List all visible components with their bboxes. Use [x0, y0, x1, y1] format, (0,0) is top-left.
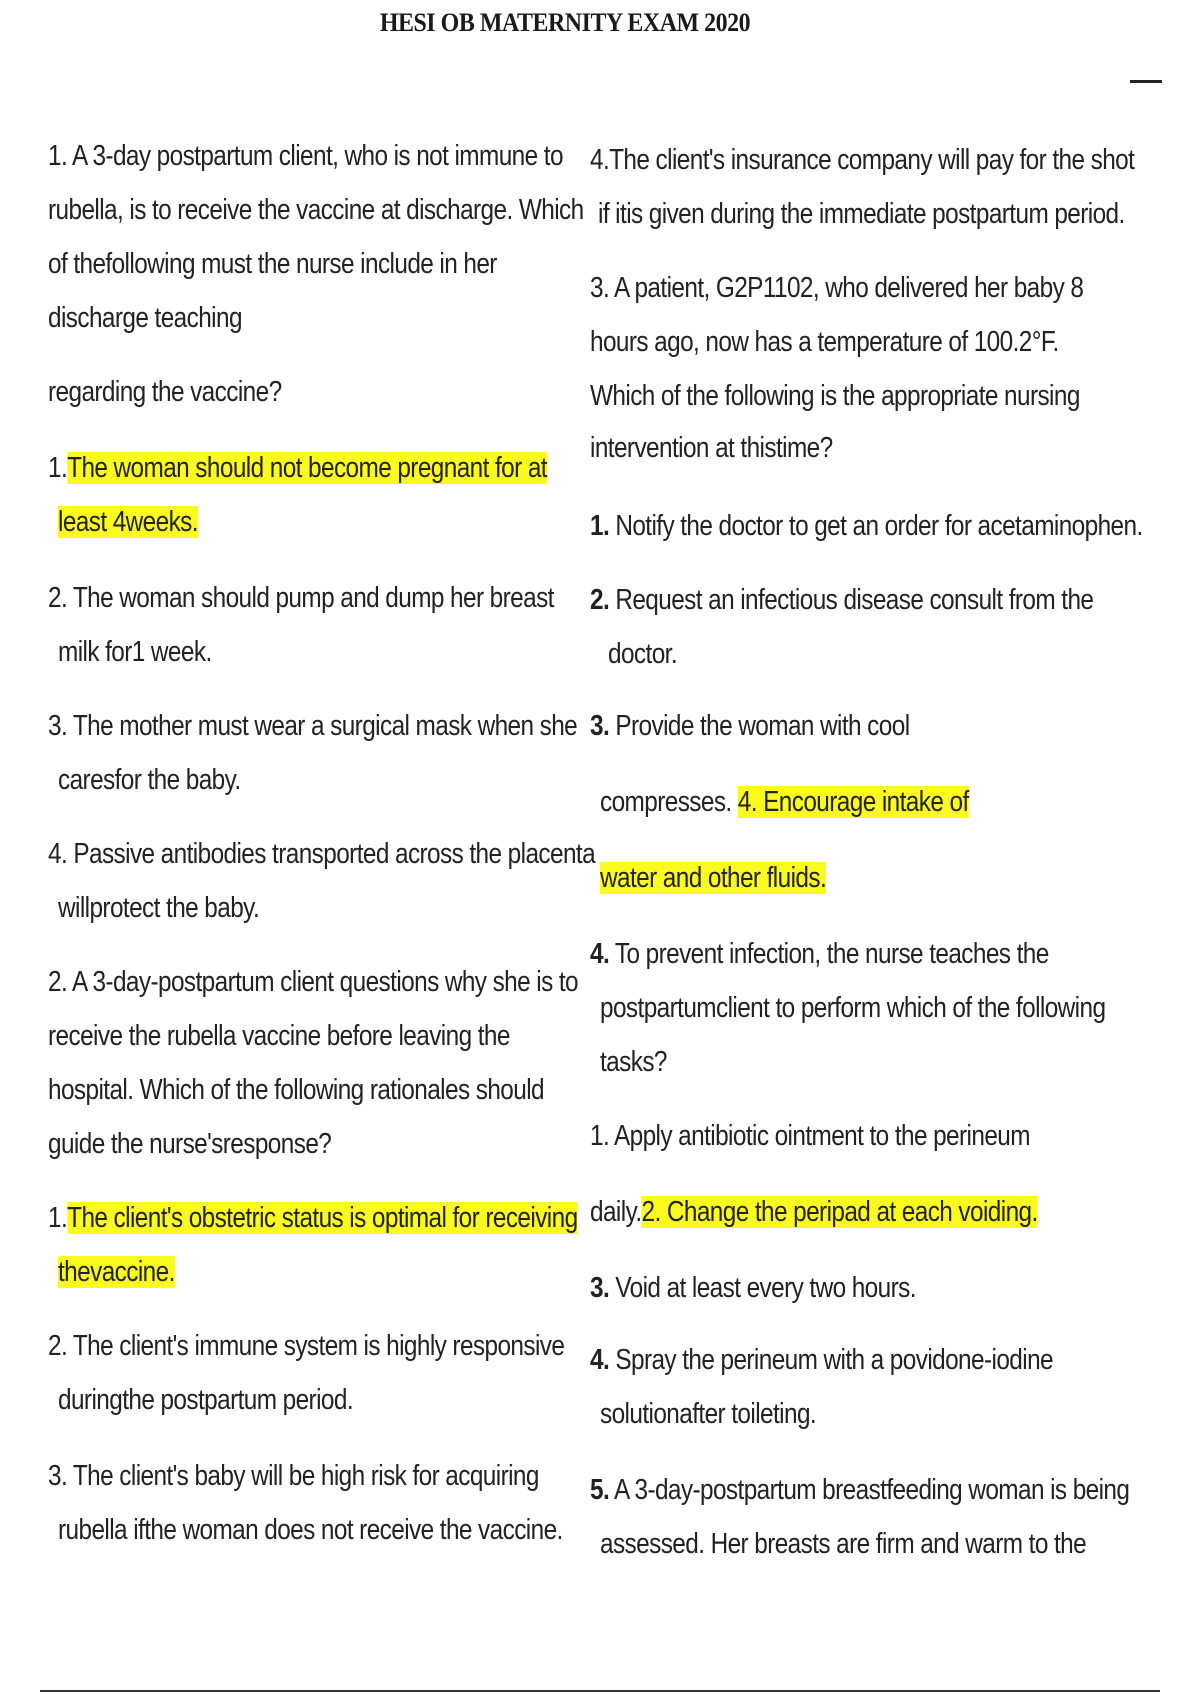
q3-stem-line: hours ago, now has a temperature of 100.2°F.	[590, 326, 1059, 358]
q1-option-1	[48, 452, 547, 485]
option-text: daily.	[590, 1196, 642, 1228]
q3-option-2-cont: doctor.	[608, 638, 678, 670]
highlighted-answer: water and other fluids.	[600, 862, 827, 894]
q4-option-1: 1. Apply antibiotic ointment to the perineum	[590, 1120, 1030, 1152]
q2-option-3-cont: rubella ifthe woman does not receive the vaccine.	[58, 1514, 563, 1546]
option-text: Provide the woman with cool	[615, 710, 910, 742]
q2-option-4-cont: if itis given during the immediate postpartum period.	[598, 198, 1125, 230]
q3-option-2	[590, 584, 1093, 617]
q2-option-3: 3. The client's baby will be high risk for acquiring	[48, 1460, 539, 1492]
q3-stem-line: Which of the following is the appropriate nursing	[590, 380, 1080, 412]
option-text: Spray the perineum with a povidone-iodine	[615, 1344, 1053, 1376]
option-number: 3.	[590, 1272, 610, 1304]
q2-stem-line: receive the rubella vaccine before leaving the	[48, 1020, 510, 1052]
q4-option-3	[590, 1272, 916, 1305]
q1-option-3-cont: caresfor the baby.	[58, 764, 241, 796]
question-number: 4.	[590, 938, 610, 970]
stem-text: To prevent infection, the nurse teaches the	[614, 938, 1049, 970]
q1-option-2-cont: milk for1 week.	[58, 636, 212, 668]
q3-stem-line: 3. A patient, G2P1102, who delivered her baby 8	[590, 272, 1084, 304]
highlighted-answer: 4. Encourage intake of	[737, 786, 969, 818]
q1-option-4: 4. Passive antibodies transported across the placenta	[48, 838, 596, 870]
q1-stem-line: regarding the vaccine?	[48, 376, 282, 408]
q5-stem-line: assessed. Her breasts are firm and warm to the	[600, 1528, 1087, 1560]
q1-stem-line: 1. A 3-day postpartum client, who is not immune to	[48, 140, 563, 172]
q4-option-4-cont: solutionafter toileting.	[600, 1398, 817, 1430]
option-text: Notify the doctor to get an order for acetaminophen.	[615, 510, 1143, 542]
q1-stem-line: of thefollowing must the nurse include in her	[48, 248, 497, 280]
highlighted-answer: 2. Change the peripad at each voiding.	[641, 1196, 1038, 1228]
option-text: Request an infectious disease consult from the	[615, 584, 1094, 616]
option-text: compresses.	[600, 786, 732, 818]
q4-option-1-cont	[590, 1196, 1038, 1229]
q3-option-4-cont	[600, 862, 826, 895]
bottom-rule	[40, 1690, 1160, 1692]
q1-option-2: 2. The woman should pump and dump her breast	[48, 582, 554, 614]
q4-option-4	[590, 1344, 1053, 1377]
q2-stem-line: 2. A 3-day-postpartum client questions why she is to	[48, 966, 579, 998]
q2-option-1-cont	[58, 1256, 175, 1289]
highlighted-answer: thevaccine.	[58, 1256, 175, 1288]
q1-option-1-cont	[58, 506, 198, 539]
q2-stem-line: guide the nurse'sresponse?	[48, 1128, 332, 1160]
q4-stem	[590, 938, 1049, 971]
q2-stem-line: hospital. Which of the following rationales should	[48, 1074, 544, 1106]
question-number: 5.	[590, 1474, 610, 1506]
option-number: 4.	[590, 1344, 610, 1376]
option-number: 3.	[590, 710, 610, 742]
q1-option-4-cont: willprotect the baby.	[58, 892, 260, 924]
option-number: 1.	[48, 1202, 68, 1234]
page-title: HESI OB MATERNITY EXAM 2020	[379, 8, 751, 37]
q4-stem-line: postpartumclient to perform which of the following	[600, 992, 1106, 1024]
q5-stem	[590, 1474, 1129, 1507]
q2-option-2-cont: duringthe postpartum period.	[58, 1384, 353, 1416]
q3-stem-line: intervention at thistime?	[590, 432, 833, 464]
option-number: 1.	[590, 510, 610, 542]
q2-option-2: 2. The client's immune system is highly responsive	[48, 1330, 565, 1362]
option-number: 2.	[590, 584, 610, 616]
highlighted-answer: The woman should not become pregnant for at	[67, 452, 547, 484]
highlighted-answer: The client's obstetric status is optimal for receiving	[67, 1202, 578, 1234]
q4-stem-line: tasks?	[600, 1046, 667, 1078]
corner-dash	[1130, 80, 1162, 83]
option-text: Void at least every two hours.	[615, 1272, 916, 1304]
q3-option-3	[590, 710, 910, 743]
q1-option-3: 3. The mother must wear a surgical mask when she	[48, 710, 578, 742]
q1-stem-line: discharge teaching	[48, 302, 242, 334]
q2-option-4: 4.The client's insurance company will pay for the shot	[590, 144, 1135, 176]
q1-stem-line: rubella, is to receive the vaccine at discharge. Which	[48, 194, 584, 226]
q3-option-1	[590, 510, 1143, 543]
highlighted-answer: least 4weeks.	[58, 506, 198, 538]
stem-text: A 3-day-postpartum breastfeeding woman is being	[613, 1474, 1130, 1506]
q2-option-1	[48, 1202, 578, 1235]
q3-option-3-cont	[600, 786, 969, 819]
option-number: 1.	[48, 452, 68, 484]
